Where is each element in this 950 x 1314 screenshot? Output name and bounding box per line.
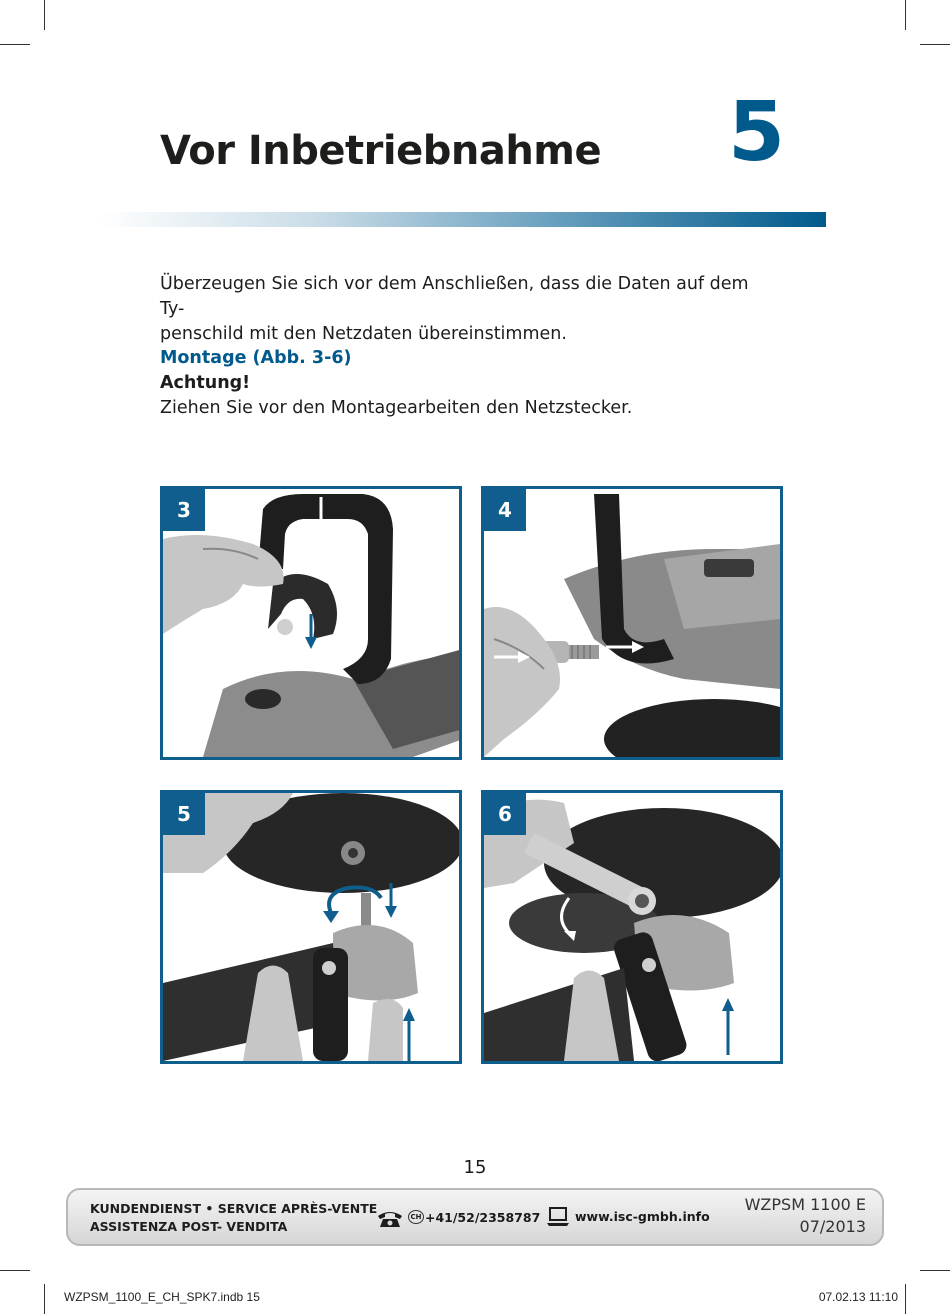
figure-number: 3 [163,489,205,531]
intro-line-1: Überzeugen Sie sich vor dem Anschließen, dass die Daten auf dem Ty- [160,274,749,319]
figure-6 [481,790,783,1064]
country-badge: CH [408,1210,424,1224]
figure-3 [160,486,462,760]
laptop-icon [546,1206,570,1228]
title-gradient-bar [100,212,826,227]
crop-mark [905,1284,906,1314]
service-footer [66,1188,884,1246]
service-line-1: KUNDENDIENST • SERVICE APRÈS-VENTE [90,1201,378,1216]
model-info [745,1194,866,1238]
service-line-2: ASSISTENZA POST- VENDITA [90,1219,288,1234]
intro-paragraph [160,272,770,347]
intro-line-2: penschild mit den Netzdaten übereinstimmen. [160,324,567,344]
website-link[interactable]: www.isc-gmbh.info [575,1209,710,1224]
service-label [90,1200,377,1236]
figure-4 [481,486,783,760]
warning-text: Ziehen Sie vor den Montagearbeiten den Netzstecker. [160,398,633,418]
figure-number: 4 [484,489,526,531]
assembly-section [160,346,770,421]
page-number: 15 [463,1157,487,1178]
warning-label: Achtung! [160,373,251,393]
bolt-insert-illustration [484,489,780,757]
print-slug-file: WZPSM_1100_E_CH_SPK7.indb 15 [64,1290,260,1304]
crop-mark [905,0,906,30]
model-name: WZPSM 1100 E [744,1195,866,1214]
crop-mark [920,44,950,45]
figure-number: 5 [163,793,205,835]
print-slug-timestamp: 07.02.13 11:10 [818,1290,898,1304]
phone-number: +41/52/2358787 [425,1210,541,1225]
wrench-tighten-illustration [484,793,780,1061]
crop-mark [0,44,30,45]
crop-mark [44,0,45,30]
telephone-icon [376,1208,404,1228]
edition-date: 07/2013 [799,1217,866,1236]
crop-mark [44,1284,45,1314]
handle-mount-illustration [163,489,459,757]
figure-number: 6 [484,793,526,835]
section-heading: Montage (Abb. 3-6) [160,348,352,368]
crop-mark [920,1270,950,1271]
chapter-number: 5 [728,85,786,180]
pad-screw-on-illustration [163,793,459,1061]
page-title: Vor Inbetriebnahme [160,128,602,174]
crop-mark [0,1270,30,1271]
figure-5 [160,790,462,1064]
